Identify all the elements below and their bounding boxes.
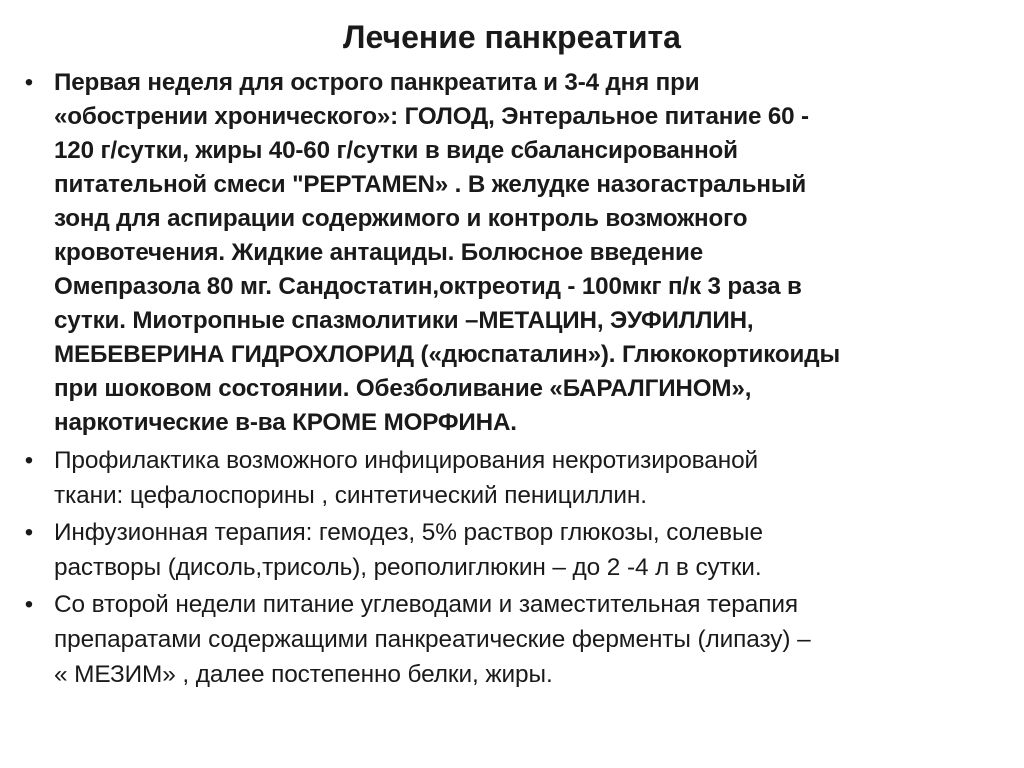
bullet-item [18,66,1020,440]
bullet-dot-icon: • [24,69,34,96]
bullet-dot-icon: • [24,591,34,618]
bullet-dot-icon: • [24,447,34,474]
bullet-item [18,443,1020,513]
bullet-text: Профилактика возможного инфицирования некротизированой ткани: цефалоспорины , синтетический пенициллин. [54,447,759,509]
bullet-dot-icon: • [24,519,34,546]
bullet-item [18,515,1020,585]
bullet-text: Инфузионная терапия: гемодез, 5% раствор глюкозы, солевые растворы (дисоль,трисоль), реополиглюкин – до 2 -4 л в сутки. [54,519,763,581]
bullet-text: Со второй недели питание углеводами и заместительная терапия препаратами содержащими панкреатические ферменты (липазу) – « МЕЗИМ» , далее постепенно белки, жиры. [54,591,811,688]
bullet-item [18,587,1020,692]
bullet-list [18,66,1020,694]
slide-title: Лечение панкреатита [343,19,681,55]
bullet-text: Первая неделя для острого панкреатита и 3-4 дня при «обострении хронического»: ГОЛОД, Энтеральное питание 60 - 120 г/сутки, жиры 40-60 г/сутки в виде сбалансированной питательной смеси "PEPTAMEN» . В желудке назогастральный зонд для аспирации содержимого и контроль возможного кровотечения. Жидкие антациды. Болюсное введение Омепразола 80 мг. Сандостатин,октреотид - 100мкг п/к 3 раза в сутки. Миотропные спазмолитики –МЕТАЦИН, ЭУФИЛЛИН, МЕБЕВЕРИНА ГИДРОХЛОРИД («дюспаталин»). Глюкокортикоиды при шоковом состоянии. Обезболивание «БАРАЛГИНОМ», наркотические в-ва КРОМЕ МОРФИНА. [54,69,840,436]
